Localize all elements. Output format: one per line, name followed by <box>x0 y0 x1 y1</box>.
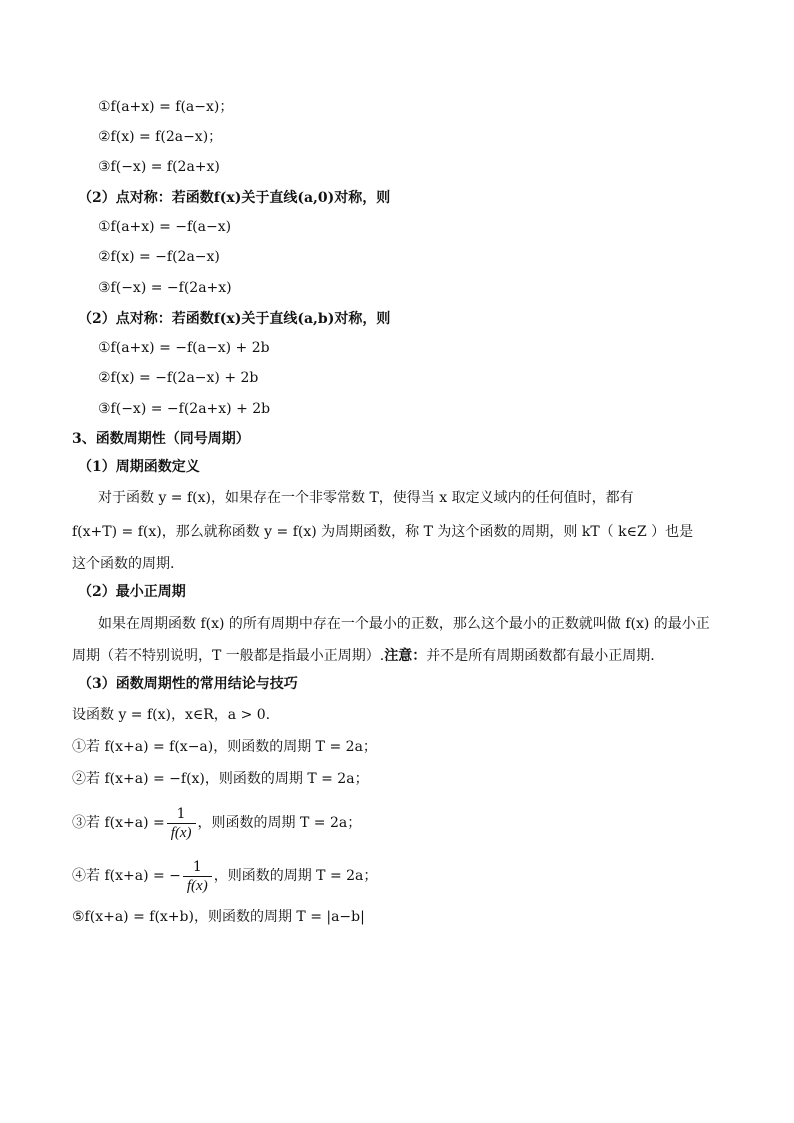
min-period-title: （2）最小正周期 <box>78 584 186 600</box>
point-symmetry-heading-2: （2）点对称：若函数f(x)关于直线(a,b)对称，则 <box>78 311 391 327</box>
point-symmetry-2-item-3: ③f(−x) = −f(2a+x) + 2b <box>98 401 271 417</box>
point-symmetry-1-item-3: ③f(−x) = −f(2a+x) <box>98 280 232 296</box>
rule-3-fraction <box>167 805 196 842</box>
point-symmetry-2-item-1: ①f(a+x) = −f(a−x) + 2b <box>98 340 270 356</box>
axis-item-3: ③f(−x) = f(2a+x) <box>98 159 220 175</box>
point-symmetry-2-item-2: ②f(x) = −f(2a−x) + 2b <box>98 370 259 386</box>
note-label: 注意： <box>384 648 427 664</box>
rule-1: ①若 f(x+a) = f(x−a)，则函数的周期 T = 2a； <box>72 739 377 755</box>
definition-line-1: 对于函数 y = f(x)，如果存在一个非零常数 T，使得当 x 取定义域内的任何值时，都有 <box>98 490 634 506</box>
min-period-line-2-text: 周期（若不特别说明，T 一般都是指最小正周期）. <box>72 648 385 664</box>
note-text: 并不是所有周期函数都有最小正周期. <box>426 648 655 664</box>
rule-4 <box>72 856 377 896</box>
min-period-line-1: 如果在周期函数 f(x) 的所有周期中存在一个最小的正数，那么这个最小的正数就叫做 f(x) 的最小正 <box>98 616 710 632</box>
rule-4-numerator: 1 <box>183 858 212 877</box>
setup-line: 设函数 y = f(x)，x∈R，a > 0. <box>72 707 271 723</box>
rule-3-denominator: f(x) <box>170 824 192 841</box>
rule-3 <box>72 803 361 843</box>
rule-4-denominator: f(x) <box>186 877 208 894</box>
section-3-title: 3、函数周期性（同号周期） <box>72 431 250 447</box>
point-symmetry-1-item-1: ①f(a+x) = −f(a−x) <box>98 219 232 235</box>
point-symmetry-1-item-2: ②f(x) = −f(2a−x) <box>98 249 220 265</box>
rule-4-rhs: ，则函数的周期 T = 2a； <box>213 868 378 884</box>
axis-item-1: ①f(a+x) = f(a−x)； <box>98 99 234 115</box>
point-symmetry-heading-1: （2）点对称：若函数f(x)关于直线(a,0)对称，则 <box>78 190 391 206</box>
definition-line-2: f(x+T) = f(x)，那么就称函数 y = f(x) 为周期函数，称 T 为这个函数的周期，则 kT（ k∈Z ）也是 <box>72 524 694 540</box>
rule-5: ⑤f(x+a) = f(x+b)，则函数的周期 T = |a−b| <box>72 909 365 925</box>
conclusions-title: （3）函数周期性的常用结论与技巧 <box>78 676 298 692</box>
rule-4-fraction <box>183 858 212 895</box>
rule-3-rhs: ，则函数的周期 T = 2a； <box>197 815 362 831</box>
rule-3-numerator: 1 <box>167 805 196 824</box>
periodic-definition-title: （1）周期函数定义 <box>78 459 200 475</box>
rule-3-lhs: ③若 f(x+a) = <box>72 815 165 831</box>
min-period-line-2 <box>72 646 655 666</box>
definition-line-3: 这个函数的周期. <box>72 556 175 572</box>
rule-4-lhs: ④若 f(x+a) = − <box>72 868 181 884</box>
rule-2: ②若 f(x+a) = −f(x)，则函数的周期 T = 2a； <box>72 771 369 787</box>
axis-item-2: ②f(x) = f(2a−x)； <box>98 129 223 145</box>
